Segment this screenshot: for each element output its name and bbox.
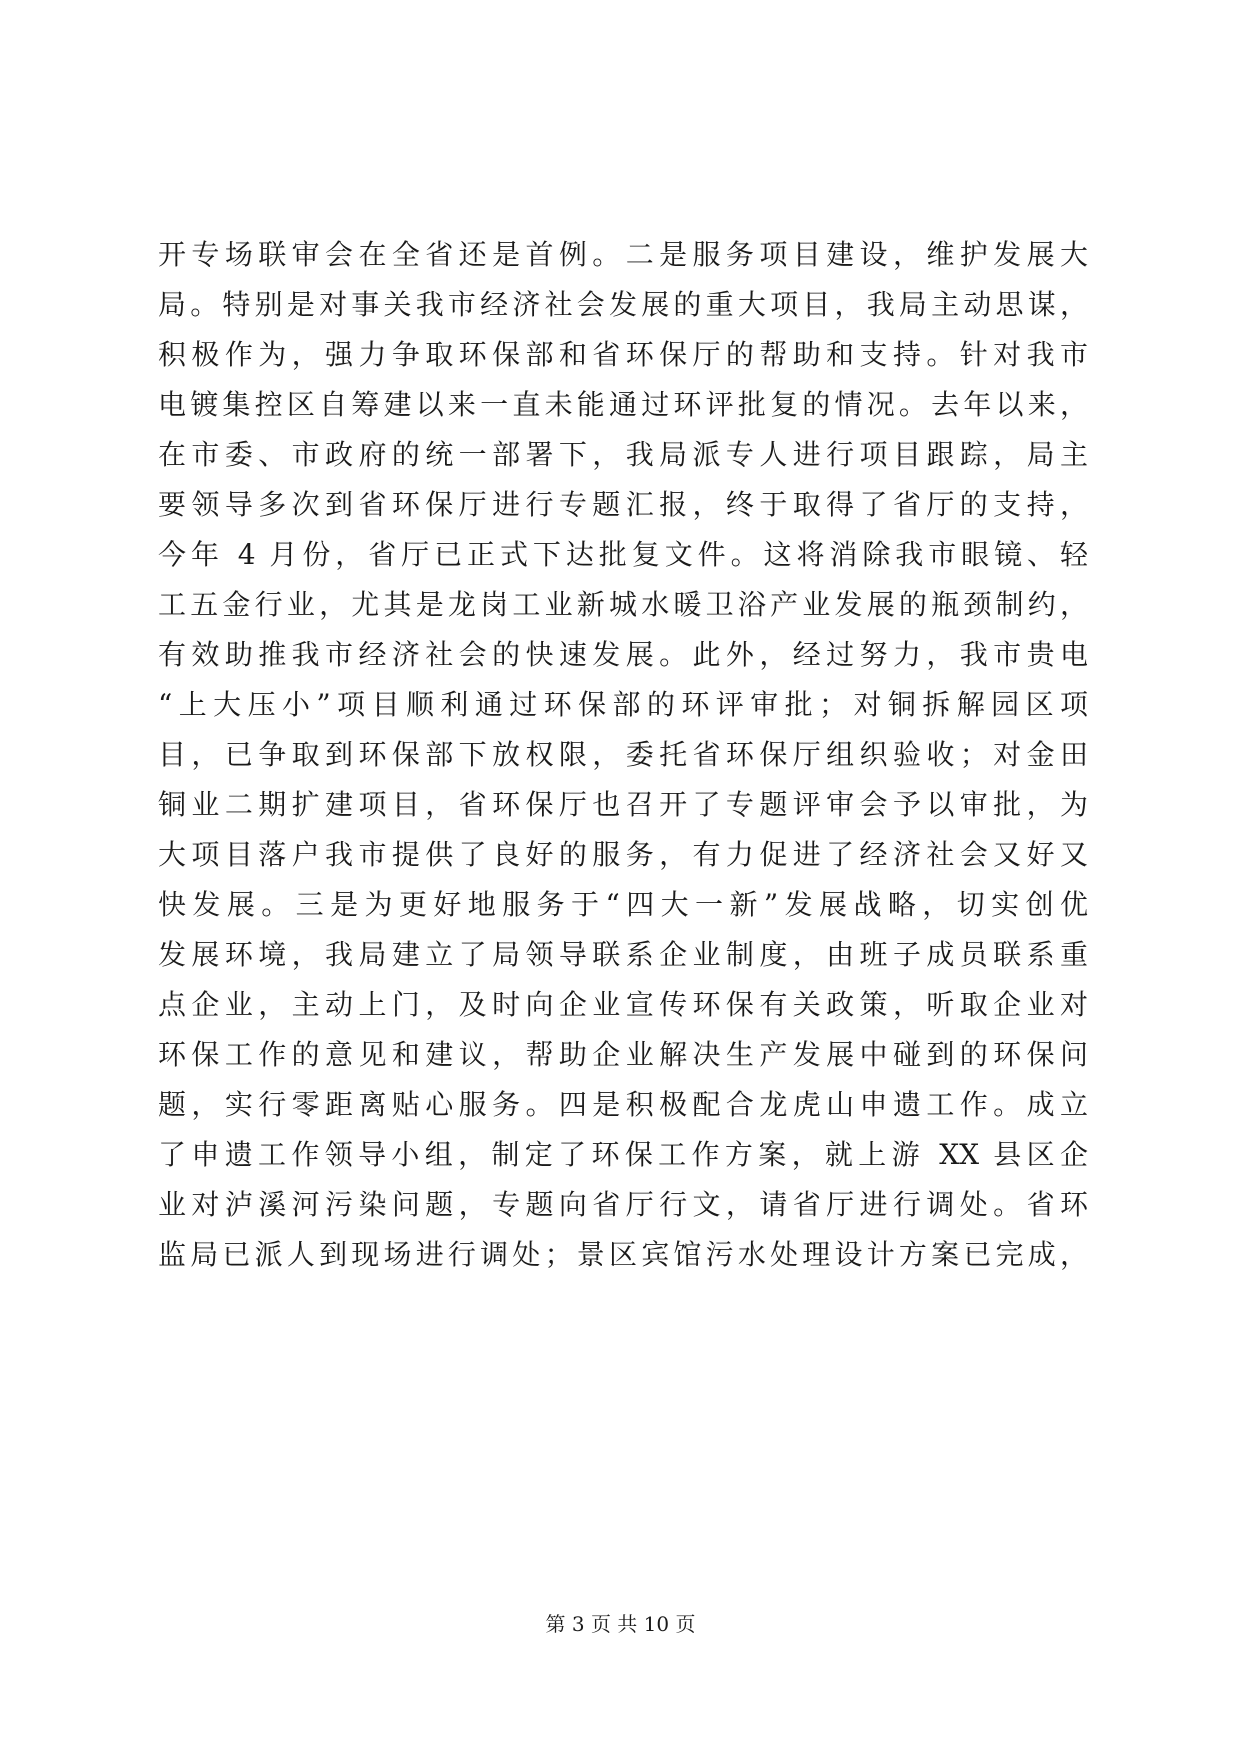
- text-line: 快发展。三是为更好地服务于“四大一新”发展战略，切实创优: [158, 888, 1088, 921]
- page-number-footer: 第 3 页 共 10 页: [545, 1612, 696, 1636]
- text-line: 点企业，主动上门，及时向企业宣传环保有关政策，听取企业对: [158, 988, 1088, 1021]
- text-line: 今年 4 月份，省厅已正式下达批复文件。这将消除我市眼镜、轻: [158, 538, 1088, 571]
- text-line: 工五金行业，尤其是龙岗工业新城水暖卫浴产业发展的瓶颈制约，: [158, 588, 1088, 621]
- text-line: 有效助推我市经济社会的快速发展。此外，经过努力，我市贵电: [158, 638, 1088, 671]
- text-line: 积极作为，强力争取环保部和省环保厅的帮助和支持。针对我市: [158, 338, 1088, 371]
- text-line: 环保工作的意见和建议，帮助企业解决生产发展中碰到的环保问: [158, 1038, 1088, 1071]
- text-line: 发展环境，我局建立了局领导联系企业制度，由班子成员联系重: [158, 938, 1088, 971]
- text-line: 开专场联审会在全省还是首例。二是服务项目建设，维护发展大: [158, 238, 1088, 271]
- text-line: 监局已派人到现场进行调处；景区宾馆污水处理设计方案已完成，: [158, 1238, 1088, 1271]
- text-line: 目，已争取到环保部下放权限，委托省环保厅组织验收；对金田: [158, 738, 1088, 771]
- text-line: 了申遗工作领导小组，制定了环保工作方案，就上游 XX 县区企: [158, 1138, 1088, 1171]
- text-line: 业对泸溪河污染问题，专题向省厅行文，请省厅进行调处。省环: [158, 1188, 1088, 1221]
- text-line: 局。特别是对事关我市经济社会发展的重大项目，我局主动思谋，: [158, 288, 1088, 321]
- text-line: 在市委、市政府的统一部署下，我局派专人进行项目跟踪，局主: [158, 438, 1088, 471]
- text-line: 题，实行零距离贴心服务。四是积极配合龙虎山申遗工作。成立: [158, 1088, 1088, 1121]
- text-line: 电镀集控区自筹建以来一直未能通过环评批复的情况。去年以来，: [158, 388, 1088, 421]
- body-text: [158, 230, 1088, 1280]
- text-line: “上大压小”项目顺利通过环保部的环评审批；对铜拆解园区项: [158, 688, 1088, 721]
- text-line: 铜业二期扩建项目，省环保厅也召开了专题评审会予以审批，为: [158, 788, 1088, 821]
- text-line: 要领导多次到省环保厅进行专题汇报，终于取得了省厅的支持，: [158, 488, 1088, 521]
- text-line: 大项目落户我市提供了良好的服务，有力促进了经济社会又好又: [158, 838, 1088, 871]
